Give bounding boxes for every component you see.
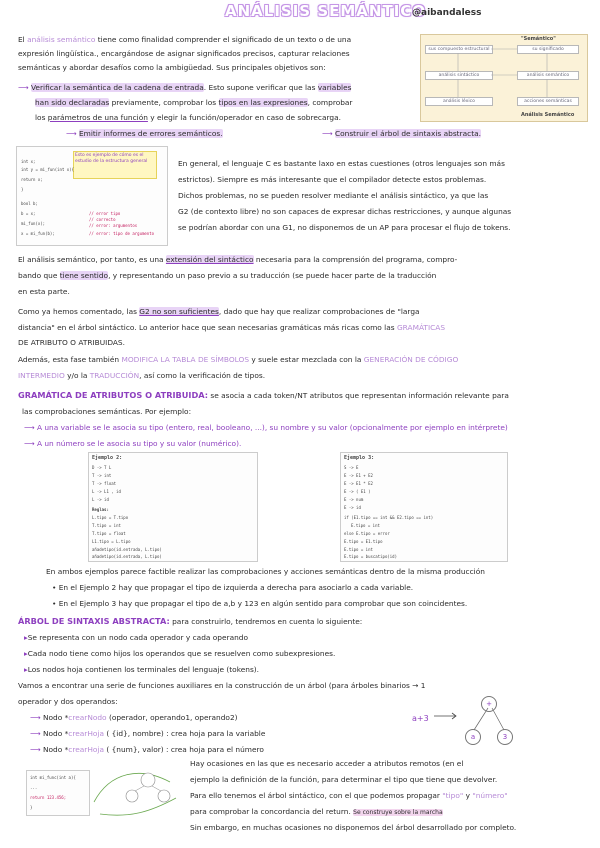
goal-1-cont-2: los parámetros de una función y elegir la función/operador en caso de sobrecarga. (35, 113, 341, 122)
code-line: int x; (21, 159, 36, 164)
code-line: } (30, 805, 33, 810)
diagram-node: análisis léxico (425, 97, 493, 106)
code-line: E -> ( E1 ) (344, 489, 371, 494)
diagram-arrows (421, 35, 587, 121)
ast-bullet: ▸Los nodos hoja contienen los terminales del lenguaje (tokens). (24, 665, 260, 674)
both-examples-line: En ambos ejemplos parece factible realizar las comprobaciones y acciones semánticas dentro de la misma producción (46, 567, 485, 576)
tree-node-root: + (481, 696, 497, 712)
para-2-line: El análisis semántico, por tanto, es una extensión del sintáctico necesaria para la comprensión del programa, compro- (18, 255, 458, 264)
code-line: E.tipo = E1.tipo (344, 539, 383, 544)
code-line: T -> float (92, 481, 117, 486)
grammar-definition: GRAMÁTICA DE ATRIBUTOS O ATRIBUIDA: se asocia a cada token/NT atributos que representan información relevante para (18, 390, 509, 400)
intro-line-1: El análisis semántico tiene como finalidad comprender el significado de un texto o de una (18, 35, 352, 44)
tree-node-left: a (465, 729, 481, 745)
para-4-line: INTERMEDIO y/o la TRADUCCIÓN, así como la verificación de tipos. (18, 371, 266, 380)
code-line: D -> T L (92, 465, 112, 470)
code-line: return 123.456; (30, 795, 67, 800)
example-2-title: Ejemplo 2: (92, 455, 123, 461)
para-3-line: distancia" en el árbol sintáctico. Lo anterior hace que sean necesarias gramáticas más ricas como las GRAMÁTICAS (18, 323, 446, 332)
code-example-1 (16, 146, 168, 246)
example-2-box (88, 452, 258, 562)
code-line: E -> num (344, 497, 364, 502)
code-line: E -> E1 + E2 (344, 473, 373, 478)
code-line: T -> int (92, 473, 112, 478)
code-line: L -> L1 , id (92, 489, 121, 494)
ast-heading-line: ÁRBOL DE SINTAXIS ABSTRACTA: para construirlo, tendremos en cuenta lo siguiente: (18, 616, 363, 626)
code-line: E.tipo = buscatipo(id) (344, 554, 397, 559)
code-line: } (21, 187, 24, 192)
example-3-title: Ejemplo 3: (344, 455, 375, 461)
code-line: L1.tipo = L.tipo (92, 539, 131, 544)
code-line: bool b; (21, 201, 38, 206)
diagram-node: acciones semánticas (517, 97, 579, 106)
ast-functions-intro: Vamos a encontrar una serie de funciones auxiliares en la construcción de un árbol (para árboles binarios → 1 (18, 681, 426, 690)
code-line: else E.tipo = error (344, 531, 390, 536)
goal-3: ⟶ Construir el árbol de sintaxis abstracta. (322, 129, 481, 138)
final-line: Hay ocasiones en las que es necesario acceder a atributos remotos (en el (190, 759, 464, 768)
code-comment: // error: argumentos (89, 223, 138, 228)
code-line: E.tipo = int (344, 547, 373, 552)
code-line: S -> E (344, 465, 359, 470)
code-note: Esto es ejemplo de cómo es el estudio de la estructura general (73, 151, 157, 179)
bottom-code-box (26, 770, 90, 816)
code-comment: // error: tipo de argumento (89, 231, 155, 236)
para-2-line: en esta parte. (18, 287, 70, 296)
page-title: ANÁLISIS SEMÁNTICO (225, 2, 427, 20)
tree-arrow (430, 702, 460, 722)
ast-bullet: ▸Cada nodo tiene como hijos los operandos que se resuelven como subexpresiones. (24, 649, 336, 658)
para-3-line: DE ATRIBUTO O ATRIBUIDAS. (18, 338, 125, 347)
goal-2: ⟶ Emitir informes de errores semánticos. (66, 129, 223, 138)
para-4-line: Además, esta fase también MODIFICA LA TABLA DE SÍMBOLOS y suele estar mezclada con la GENERACIÓN DE CÓDIGO (18, 355, 459, 364)
code-line: mi_fun(x); (21, 221, 46, 226)
final-line: para comprobar la concordancia del return. Se construye sobre la marcha (190, 807, 443, 816)
para-1-line: estrictos). Siempre es más interesante que el compilador detecte estos problemas. (178, 175, 487, 184)
para-3-line: Como ya hemos comentado, las G2 no son suficientes, dado que hay que realizar comprobaciones de "larga (18, 307, 420, 316)
semantic-diagram (420, 34, 588, 122)
code-line: añadetipo(id.entrada, L.tipo) (92, 547, 162, 552)
ast-bullet: ▸Se representa con un nodo cada operador y cada operando (24, 633, 249, 642)
para-1-line: G2 (de contexto libre) no son capaces de expresar dichas restricciones, y aunque algunas (178, 207, 512, 216)
code-line: Reglas: (92, 507, 109, 512)
code-line: b = x; (21, 211, 36, 216)
code-line: return x; (21, 177, 43, 182)
ast-function-2: ⟶ Nodo *crearHoja ( {id}, nombre) : crea hoja para la variable (30, 729, 266, 738)
author-handle: @aibandaless (412, 8, 482, 18)
code-line: T.tipo = float (92, 531, 126, 536)
diagram-node: sus compuesto estructural (425, 45, 493, 54)
ast-functions-intro-cont: operador y dos operandos: (18, 697, 118, 706)
code-comment: // error tipo (89, 211, 121, 216)
para-2-line: bando que tiene sentido, y representando un paso previo a su traducción (se puede hacer parte de la traducción (18, 271, 437, 280)
grammar-example-1: ⟶ A una variable se le asocia su tipo (entero, real, booleano, ...), su nombre y su valor (opcionalmente por ejemplo en intérprete) (24, 423, 508, 432)
code-line: T.tipo = int (92, 523, 121, 528)
code-line: if (E1.tipo == int && E2.tipo == int) (344, 515, 434, 520)
code-line: int y = mi_fun(int x){ (21, 167, 74, 172)
code-line: E.tipo = int (351, 523, 380, 528)
code-comment: // correcto (89, 217, 116, 222)
para-1-line: se podrían abordar con una G1, no disponemos de un AP para procesar el flujo de tokens. (178, 223, 511, 232)
code-line: E -> id (344, 505, 361, 510)
code-line: int mi_func(int a){ (30, 775, 76, 780)
ast-function-1: ⟶ Nodo *crearNodo (operador, operando1, operando2) (30, 713, 238, 722)
remote-attribute-sketch (90, 762, 186, 826)
tree-expression: a+3 (412, 714, 429, 723)
code-line: L.tipo = T.tipo (92, 515, 129, 520)
final-line: ejemplo la definición de la función, para determinar el tipo que tiene que devolver. (190, 775, 498, 784)
code-line: L -> id (92, 497, 109, 502)
example-3-box (340, 452, 508, 562)
diagram-header: "Semántico" (521, 36, 556, 42)
final-line: Sin embargo, en muchas ocasiones no disponemos del árbol desarrollado por completo. (190, 823, 517, 832)
diagram-node: análisis sintáctico (425, 71, 493, 80)
intro-line-3: semánticas y abordar desafíos como la ambigüedad. Sus principales objetivos son: (18, 63, 326, 72)
code-line: añadetipo(id.entrada, L.tipo) (92, 554, 162, 559)
diagram-footer: Análisis Semántico (521, 112, 575, 118)
code-line: ... (30, 785, 38, 790)
goal-1-cont: han sido declaradas previamente, comprobar los tipos en las expresiones, comprobar (35, 98, 353, 107)
grammar-example-2: ⟶ A un número se le asocia su tipo y su valor (numérico). (24, 439, 242, 448)
grammar-definition-cont: las comprobaciones semánticas. Por ejemplo: (22, 407, 192, 416)
goal-1: ⟶ Verificar la semántica de la cadena de entrada. Esto supone verificar que las variables (18, 83, 352, 92)
final-line: Para ello tenemos el árbol sintáctico, con el que podemos propagar "tipo" y "número" (190, 791, 508, 800)
code-line: E -> E1 * E2 (344, 481, 373, 486)
both-examples-bullet: • En el Ejemplo 3 hay que propagar el tipo de a,b y 123 en algún sentido para comprobar que son coincidentes. (52, 599, 468, 608)
ast-function-3: ⟶ Nodo *crearHoja ( {num}, valor) : crea hoja para el número (30, 745, 264, 754)
para-1-line: En general, el lenguaje C es bastante laxo en estas cuestiones (otros lenguajes son más (178, 159, 505, 168)
tree-node-right: 3 (497, 729, 513, 745)
para-1-line: Dichos problemas, no se pueden resolver mediante el análisis sintáctico, ya que las (178, 191, 489, 200)
diagram-node: análisis semántico (517, 71, 579, 80)
code-line: x = mi_fun(b); (21, 231, 55, 236)
intro-line-2: expresión lingüística., encargándose de asignar significados precisos, capturar relaciones (18, 49, 350, 58)
diagram-node: su significado (517, 45, 579, 54)
both-examples-bullet: • En el Ejemplo 2 hay que propagar el tipo de izquierda a derecha para asociarlo a cada variable. (52, 583, 414, 592)
